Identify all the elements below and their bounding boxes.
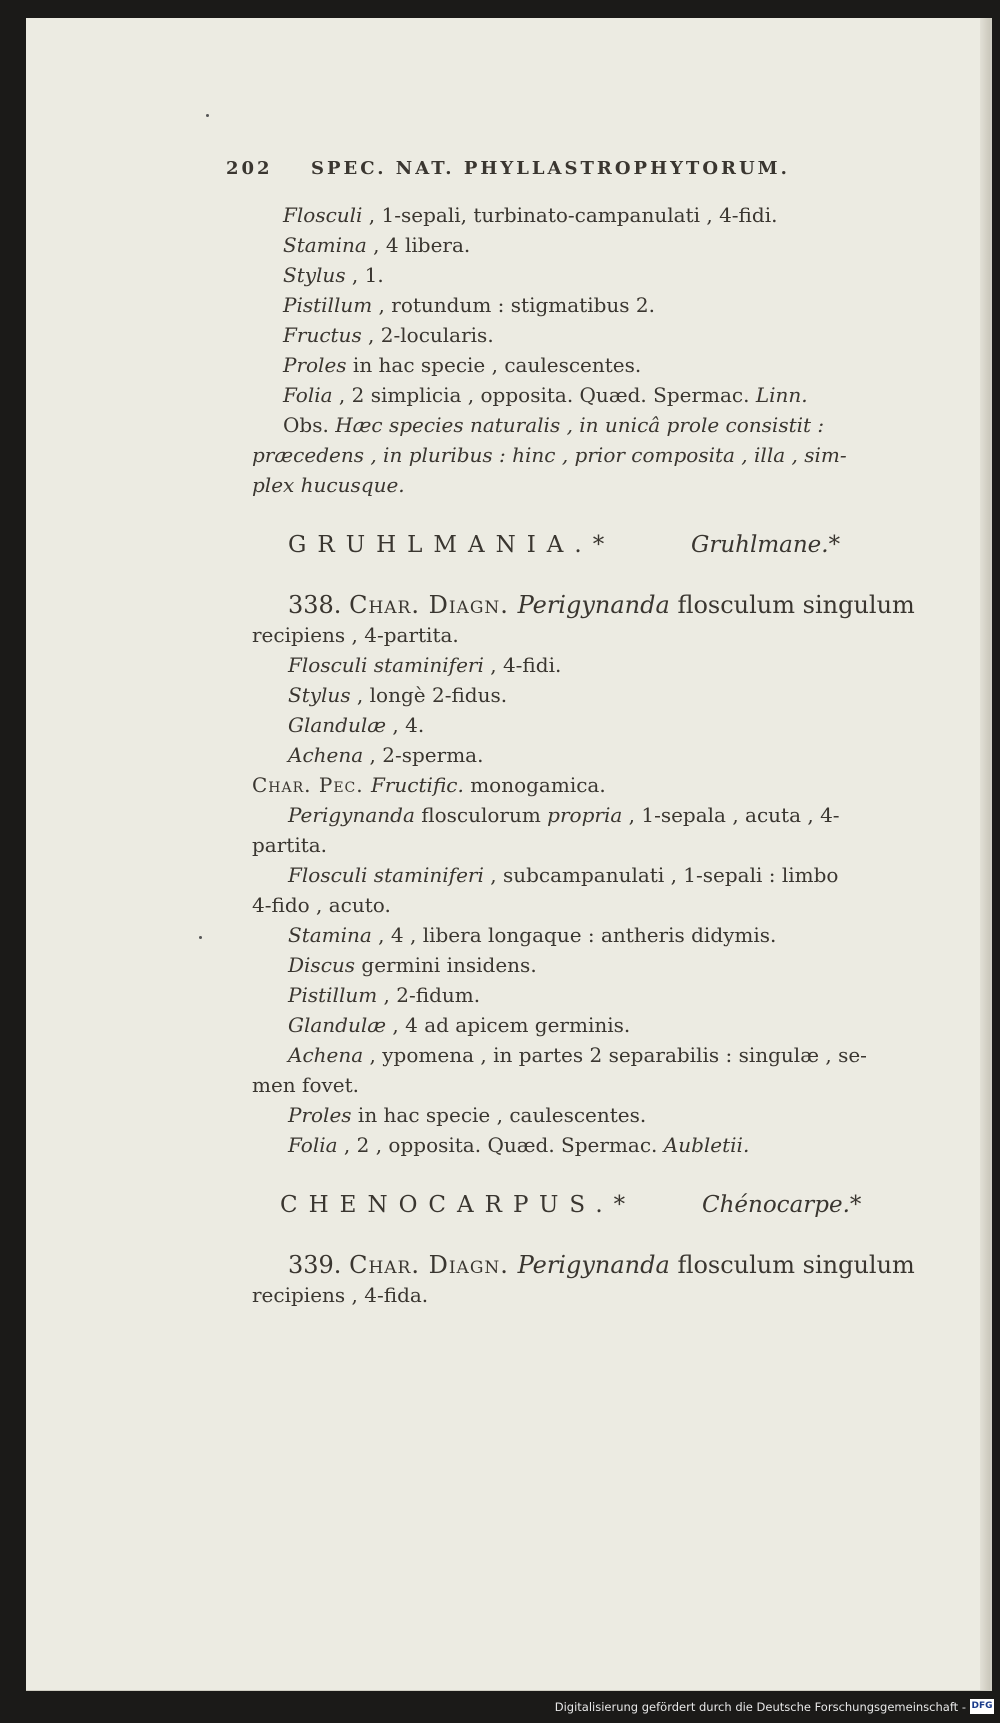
text-run: Achena xyxy=(288,743,364,767)
text-run: Flosculi staminiferi xyxy=(288,863,484,887)
genus-heading-chenocarpus: CHENOCARPUS.* xyxy=(280,1192,637,1218)
text-line xyxy=(288,680,507,710)
text-run: Aubletii. xyxy=(663,1133,750,1157)
text-line xyxy=(283,380,808,410)
text-line xyxy=(252,620,459,650)
text-run: 339. xyxy=(288,1251,350,1279)
text-run: Perigynanda xyxy=(288,803,415,827)
text-line xyxy=(283,320,494,350)
text-run: , 1. xyxy=(345,263,384,287)
text-run: , 2-sperma. xyxy=(363,743,484,767)
text-run: Linn. xyxy=(755,383,808,407)
text-line xyxy=(288,950,537,980)
text-run: Discus xyxy=(288,953,356,977)
text-run: , rotundum : stigmatibus 2. xyxy=(372,293,655,317)
text-run: partita. xyxy=(252,833,328,857)
text-run: , 4 libera. xyxy=(366,233,471,257)
text-line xyxy=(283,410,824,440)
text-run: , 2 simplicia , opposita. Quæd. Spermac. xyxy=(332,383,756,407)
text-run: , ypomena , in partes 2 separabilis : singulæ , se- xyxy=(363,1043,867,1067)
text-run: , 1-sepala , acuta , 4- xyxy=(622,803,840,827)
dfg-logo: DFG xyxy=(970,1699,994,1714)
text-run: germini insidens. xyxy=(355,953,537,977)
text-run: Char. Diagn. xyxy=(349,1251,518,1279)
text-run: in hac specie , caulescentes. xyxy=(346,353,642,377)
text-line xyxy=(252,890,391,920)
text-line xyxy=(283,350,641,380)
text-line xyxy=(288,860,838,890)
text-run: recipiens , 4-partita. xyxy=(252,623,459,647)
text-run: , 1-sepali, turbinato-campanulati , 4-fidi. xyxy=(362,203,778,227)
text-line xyxy=(283,200,777,230)
footer-credit: Digitalisierung gefördert durch die Deutsche Forschungsgemeinschaft - xyxy=(554,1700,966,1714)
text-line xyxy=(283,230,470,260)
text-run: Flosculi staminiferi xyxy=(288,653,484,677)
text-run: Folia xyxy=(288,1133,338,1157)
text-run: Glandulæ xyxy=(288,713,387,737)
text-run: in hac specie , caulescentes. xyxy=(351,1103,647,1127)
text-run: , 2-fidum. xyxy=(377,983,481,1007)
text-run: præcedens , in pluribus : hinc , prior composita , illa , sim- xyxy=(252,443,847,467)
text-run: Stylus xyxy=(288,683,351,707)
text-run: , 4 ad apicem germinis. xyxy=(386,1013,631,1037)
text-line xyxy=(288,1130,749,1160)
text-run: , longè 2-fidus. xyxy=(350,683,508,707)
text-line xyxy=(288,650,561,680)
text-run: , 4 , libera longaque : antheris didymis. xyxy=(371,923,777,947)
text-line xyxy=(283,260,384,290)
text-run: Flosculi xyxy=(283,203,363,227)
text-line xyxy=(288,590,915,620)
text-line xyxy=(288,800,840,830)
text-run: Perigynanda xyxy=(517,1251,670,1279)
text-run: Proles xyxy=(288,1103,352,1127)
text-run: plex hucusque. xyxy=(252,473,405,497)
text-line xyxy=(252,770,606,800)
text-run: , 4. xyxy=(386,713,425,737)
text-run: Char. Pec. xyxy=(252,773,371,797)
text-run: Perigynanda xyxy=(517,591,670,619)
text-run: flosculorum xyxy=(414,803,548,827)
text-run: , 2 , opposita. Quæd. Spermac. xyxy=(337,1133,664,1157)
text-run: Hæc species naturalis , in unicâ prole consistit : xyxy=(335,413,825,437)
text-run: Glandulæ xyxy=(288,1013,387,1037)
text-run: Pistillum xyxy=(288,983,378,1007)
text-line xyxy=(288,980,480,1010)
text-run: Stylus xyxy=(283,263,346,287)
genus-french-chenocarpe: Chénocarpe.* xyxy=(702,1192,862,1218)
text-run: propria xyxy=(547,803,623,827)
text-run: flosculum singulum xyxy=(669,591,915,619)
text-run: Achena xyxy=(288,1043,364,1067)
text-run: recipiens , 4-fida. xyxy=(252,1283,429,1307)
text-run: 338. xyxy=(288,591,350,619)
footer-bar xyxy=(0,1691,1000,1723)
text-run: Stamina xyxy=(283,233,367,257)
text-line xyxy=(288,1250,915,1280)
text-run: Obs. xyxy=(283,413,336,437)
text-run: , subcampanulati , 1-sepali : limbo xyxy=(483,863,839,887)
text-line xyxy=(288,920,776,950)
genus-heading-gruhlmania: GRUHLMANIA.* xyxy=(288,532,616,558)
text-run: monogamica. xyxy=(463,773,606,797)
text-run: Pistillum xyxy=(283,293,373,317)
text-run: Fructus xyxy=(283,323,362,347)
book-page xyxy=(26,18,992,1692)
genus-french-gruhlmane: Gruhlmane.* xyxy=(691,532,841,558)
text-line xyxy=(288,1010,630,1040)
text-line xyxy=(252,1070,359,1100)
page-number: 202 xyxy=(226,158,273,179)
text-line xyxy=(252,1280,428,1310)
text-line xyxy=(283,290,655,320)
running-title: SPEC. NAT. PHYLLASTROPHYTORUM. xyxy=(311,158,790,179)
text-line xyxy=(288,710,424,740)
text-line xyxy=(252,830,327,860)
text-line xyxy=(252,440,847,470)
text-run: men fovet. xyxy=(252,1073,360,1097)
page-text xyxy=(26,18,990,1318)
text-run: Char. Diagn. xyxy=(349,591,518,619)
text-run: Stamina xyxy=(288,923,372,947)
text-line xyxy=(288,1100,646,1130)
text-run: , 2-locularis. xyxy=(361,323,494,347)
text-run: flosculum singulum xyxy=(669,1251,915,1279)
text-run: Folia xyxy=(283,383,333,407)
text-run: Fructific. xyxy=(370,773,464,797)
text-run: , 4-fidi. xyxy=(483,653,562,677)
text-line xyxy=(288,740,483,770)
text-run: 4-fido , acuto. xyxy=(252,893,391,917)
text-line xyxy=(288,1040,867,1070)
text-run: Proles xyxy=(283,353,347,377)
text-line xyxy=(252,470,405,500)
